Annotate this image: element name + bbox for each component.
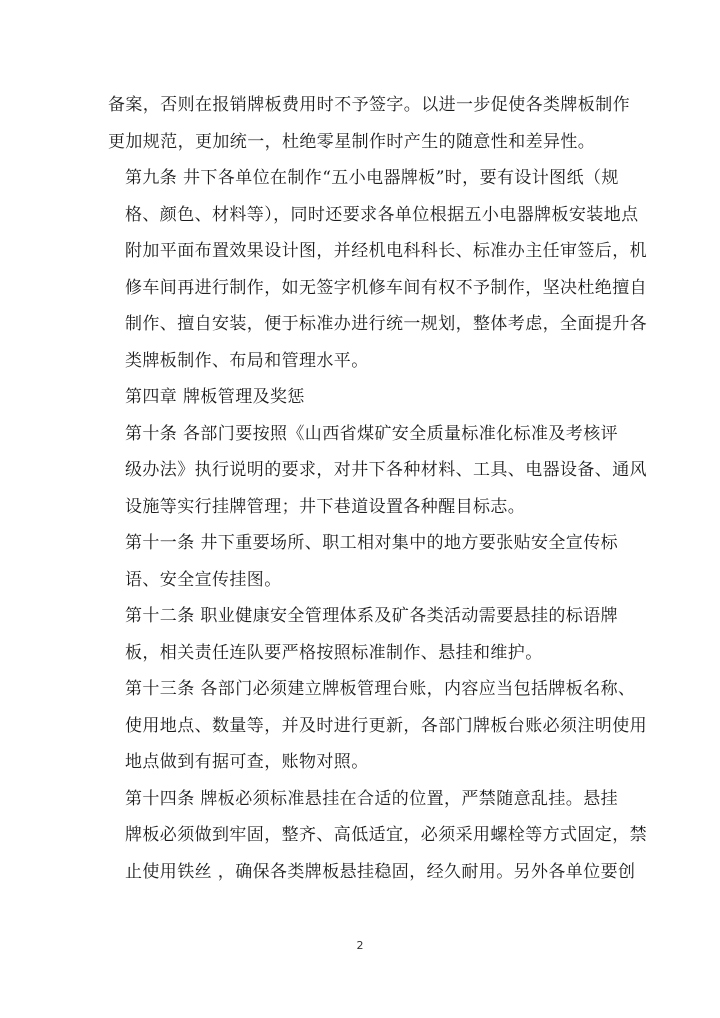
text-line: 第十四条 牌板必须标准悬挂在合适的位置，严禁随意乱挂。悬挂 (125, 788, 619, 809)
text-line: 第十三条 各部门必须建立牌板管理台账，内容应当包括牌板名称、 (125, 679, 636, 699)
text-line: 止使用铁丝 ，确保各类牌板悬挂稳固，经久耐用。另外各单位要创 (125, 861, 636, 882)
paragraph (108, 416, 647, 526)
paragraph (108, 379, 620, 416)
text-line: 附加平面布置效果设计图，并经机电科科长、标准办主任审签后，机 (125, 241, 647, 261)
paragraph (108, 160, 647, 379)
paragraph (108, 87, 630, 160)
text-line: 板，相关责任连队要严格按照标准制作、悬挂和维护。 (125, 642, 543, 663)
text-line: 牌板必须做到牢固，整齐、高低适宜，必须采用螺栓等方式固定，禁 (125, 825, 647, 845)
text-line: 地点做到有据可查，账物对照。 (125, 752, 369, 772)
text-line: 语、安全宣传挂图。 (125, 569, 282, 590)
text-line: 修车间再进行制作，如无签字机修车间有权不予制作，坚决杜绝擅自 (125, 277, 647, 298)
text-line: 级办法》执行说明的要求，对井下各种材料、工具、电器设备、通风 (125, 460, 647, 480)
text-line: 使用地点、数量等，并及时进行更新，各部门牌板台账必须注明使用 (125, 715, 647, 736)
text-line: 第四章 牌板管理及奖惩 (125, 387, 305, 407)
paragraph (108, 781, 647, 891)
text-line: 格、颜色、材料等），同时还要求各单位根据五小电器牌板安装地点 (125, 204, 639, 225)
text-line: 更加规范，更加统一，杜绝零星制作时产生的随意性和差异性。 (108, 131, 596, 152)
document-body (108, 87, 647, 890)
paragraph (108, 671, 647, 781)
text-line: 第十条 各部门要按照《山西省煤矿安全质量标准化标准及考核评 (125, 423, 619, 444)
text-line: 备案，否则在报销牌板费用时不予签字。以进一步促使各类牌板制作 (108, 95, 630, 115)
text-line: 制作、擅自安装，便于标准办进行统一规划，整体考虑，全面提升各 (125, 314, 647, 334)
text-line: 第九条 井下各单位在制作“五小电器牌板”时，要有设计图纸（规 (125, 168, 619, 188)
paragraph (108, 525, 620, 598)
text-line: 第十二条 职业健康安全管理体系及矿各类活动需要悬挂的标语牌 (125, 606, 619, 626)
text-line: 设施等实行挂牌管理；井下巷道设置各种醒目标志。 (125, 496, 526, 517)
page-number: 2 (356, 939, 364, 952)
paragraph (108, 598, 620, 671)
text-line: 第十一条 井下重要场所、职工相对集中的地方要张贴安全宣传标 (125, 533, 619, 553)
text-line: 类牌板制作、布局和管理水平。 (125, 350, 369, 371)
